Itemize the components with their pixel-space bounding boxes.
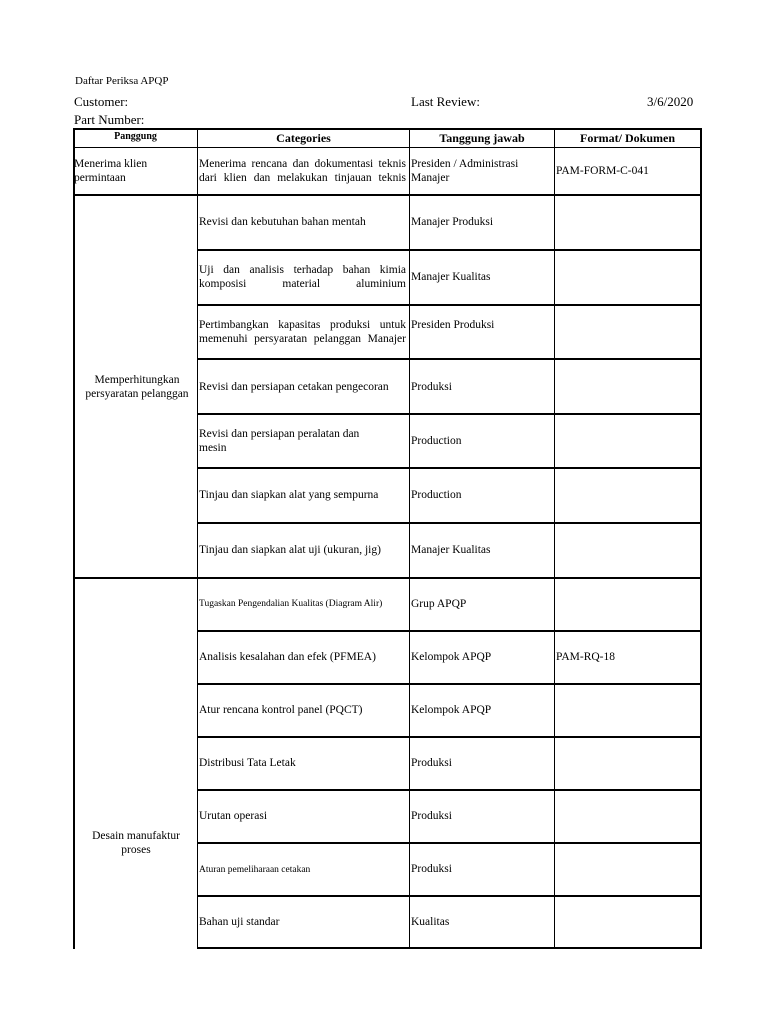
row-divider <box>197 736 702 738</box>
row-divider <box>197 304 702 306</box>
row-divider <box>197 467 702 469</box>
stage-cell: Desain manufaktur proses <box>92 830 180 856</box>
responsible-cell: Presiden Produksi <box>411 319 495 331</box>
col-divider-1 <box>197 129 198 949</box>
table-border-left <box>73 129 75 949</box>
header-divider <box>73 147 702 148</box>
row-divider <box>197 842 702 844</box>
row-divider <box>197 522 702 524</box>
column-header-tanggung-jawab: Tanggung jawab <box>439 131 525 145</box>
row-divider <box>197 358 702 360</box>
part-number-label: Part Number: <box>74 112 145 127</box>
table-border-top <box>73 128 702 130</box>
responsible-cell: Manajer Kualitas <box>411 271 491 283</box>
column-header-format-dokumen: Format/ Dokumen <box>580 131 675 145</box>
row-divider <box>197 413 702 415</box>
row-divider <box>197 630 702 632</box>
stage-cell: Menerima klien permintaan <box>74 158 148 184</box>
document-cell: PAM-RQ-18 <box>556 651 616 663</box>
responsible-cell: Kelompok APQP <box>411 704 492 716</box>
row-divider <box>197 249 702 251</box>
responsible-cell: Production <box>411 435 462 447</box>
responsible-cell: Produksi <box>411 810 452 822</box>
category-cell: Tinjau dan siapkan alat uji (ukuran, jig) <box>199 544 381 556</box>
category-cell: Uji dan analisis terhadap bahan kimia komposisi material aluminium <box>199 264 406 290</box>
row-divider <box>197 789 702 791</box>
document-cell: PAM-FORM-C-041 <box>556 165 649 177</box>
row-divider <box>197 947 702 949</box>
category-cell: Urutan operasi <box>199 810 268 822</box>
responsible-cell: Presiden / Administrasi Manajer <box>411 158 519 184</box>
responsible-cell: Kualitas <box>411 916 450 928</box>
responsible-cell: Production <box>411 489 462 501</box>
category-cell: Tugaskan Pengendalian Kualitas (Diagram Alir) <box>199 599 383 609</box>
col-divider-2 <box>409 129 410 949</box>
stage-cell: Memperhitungkan persyaratan pelanggan <box>85 374 189 400</box>
row-divider <box>73 194 702 196</box>
responsible-cell: Manajer Produksi <box>411 216 494 228</box>
column-header-panggung: Panggung <box>114 131 157 142</box>
column-header-categories: Categories <box>276 131 331 145</box>
category-cell: Analisis kesalahan dan efek (PFMEA) <box>199 651 376 663</box>
category-cell: Tinjau dan siapkan alat yang sempurna <box>199 489 379 501</box>
category-cell: Revisi dan kebutuhan bahan mentah <box>199 216 366 228</box>
category-cell: Aturan pemeliharaan cetakan <box>199 865 311 875</box>
row-divider <box>197 683 702 685</box>
category-cell: Revisi dan persiapan cetakan pengecoran <box>199 381 389 393</box>
row-divider <box>73 577 702 579</box>
responsible-cell: Produksi <box>411 863 452 875</box>
category-cell: Atur rencana kontrol panel (PQCT) <box>199 704 363 716</box>
category-cell: Menerima rencana dan dokumentasi teknis dari klien dan melakukan tinjauan teknis <box>199 158 406 184</box>
category-cell: Revisi dan persiapan peralatan dan mesin <box>199 428 360 454</box>
document-title: Daftar Periksa APQP <box>75 75 169 87</box>
responsible-cell: Produksi <box>411 757 452 769</box>
category-cell: Bahan uji standar <box>199 916 280 928</box>
customer-label: Customer: <box>74 94 129 109</box>
responsible-cell: Grup APQP <box>411 598 467 610</box>
col-divider-3 <box>554 129 555 949</box>
review-date: 3/6/2020 <box>647 94 694 109</box>
responsible-cell: Manajer Kualitas <box>411 544 491 556</box>
row-divider <box>197 895 702 897</box>
responsible-cell: Kelompok APQP <box>411 651 492 663</box>
responsible-cell: Produksi <box>411 381 452 393</box>
category-cell: Distribusi Tata Letak <box>199 757 296 769</box>
last-review-label: Last Review: <box>411 94 480 109</box>
category-cell: Pertimbangkan kapasitas produksi untuk memenuhi persyaratan pelanggan Manajer <box>199 319 406 345</box>
table-border-right <box>700 129 702 949</box>
